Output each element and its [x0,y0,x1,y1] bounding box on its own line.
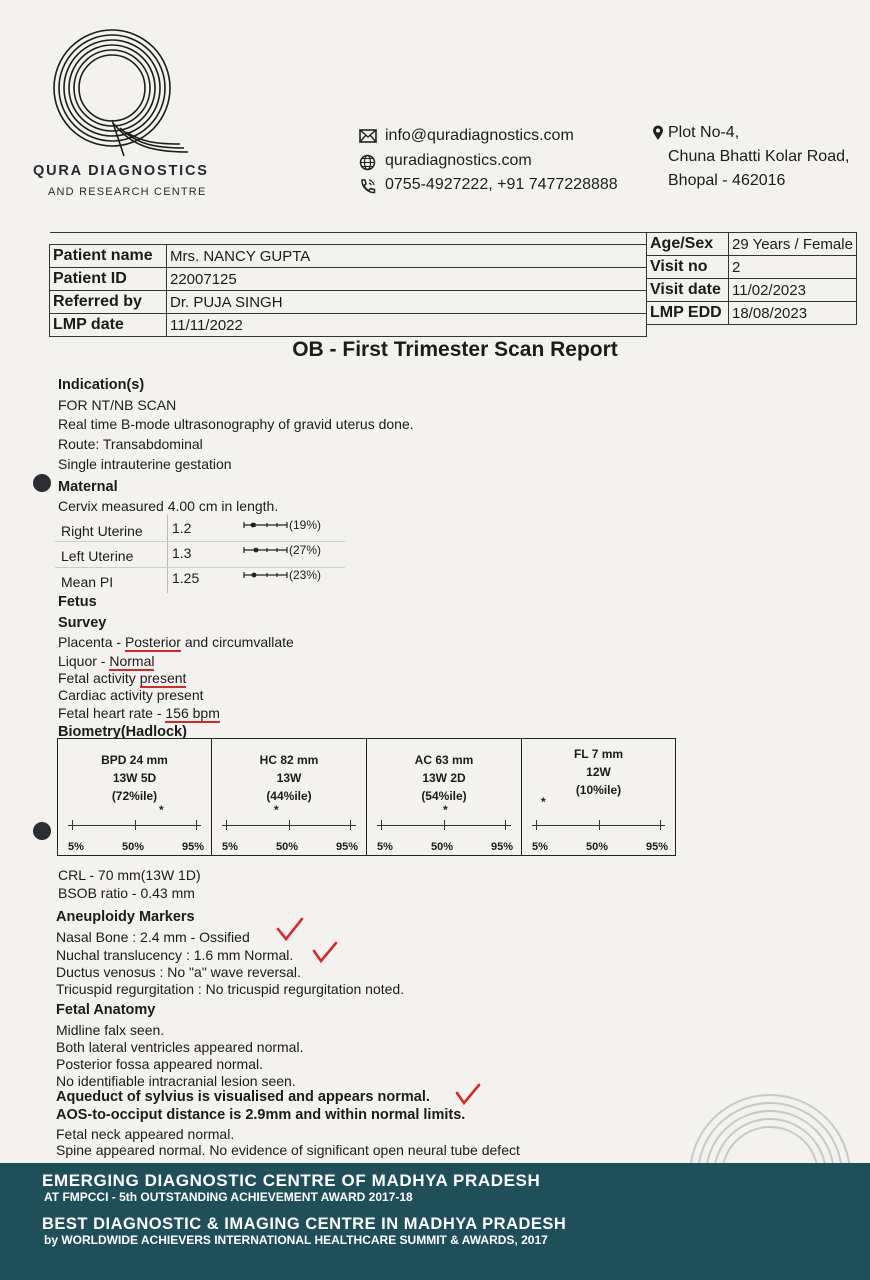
logo-mark-icon [52,28,192,158]
biometry-cell [522,739,675,855]
address-line-1: Plot No-4, [668,124,740,141]
liquor-highlight: Normal [109,653,155,669]
visit-no-value: 2 [729,256,857,279]
doppler-value: 1.3 [172,545,192,561]
email-contact[interactable] [385,127,574,145]
red-checkmark-icon [455,1083,481,1107]
phone-contact[interactable] [385,176,618,194]
biometry-table [57,738,676,856]
aneuploidy-line: Tricuspid regurgitation : No tricuspid regurgitation noted. [56,981,405,997]
location-pin-icon [652,125,664,141]
award-line-4: by WORLDWIDE ACHIEVERS INTERNATIONAL HEALTHCARE SUMMIT & AWARDS, 2017 [44,1233,548,1247]
anatomy-bold-line: AOS-to-occiput distance is 2.9mm and within normal limits. [56,1107,466,1123]
anatomy-bold-line: Aqueduct of sylvius is visualised and appears normal. [56,1089,430,1105]
email-icon [359,129,377,143]
red-checkmark-icon [276,917,304,943]
doppler-marker [251,523,256,528]
activity-highlight: present [139,670,187,686]
anatomy-line: Posterior fossa appeared normal. [56,1056,263,1072]
address-line-2: Chuna Bhatti Kolar Road, [668,148,850,165]
lmp-edd-value: 18/08/2023 [729,302,857,325]
crl-line: CRL - 70 mm(13W 1D) [58,867,201,883]
visit-no-label: Visit no [647,256,729,279]
biometry-percentile: (44%ile) [266,789,312,803]
website-text: quradiagnostics.com [385,152,532,169]
patient-name-value: Mrs. NANCY GUPTA [167,245,647,268]
placenta-line: Placenta - Posterior and circumvallate [58,634,294,650]
heart-rate-highlight: 156 bpm [165,705,220,721]
fetus-heading: Fetus [58,594,97,610]
punch-hole [33,474,51,492]
lmp-date-label: LMP date [50,314,167,337]
award-line-1: EMERGING DIAGNOSTIC CENTRE OF MADHYA PRADESH [42,1171,541,1190]
visit-date-value: 11/02/2023 [729,279,857,302]
percentile-marker: * [274,803,279,817]
percentile-marker: * [443,803,448,817]
anatomy-line: Both lateral ventricles appeared normal. [56,1039,304,1055]
doppler-pct: (27%) [289,543,322,557]
biometry-percentile: (72%ile) [111,789,158,803]
cardiac-activity-line: Cardiac activity present [58,687,204,703]
percentile-scale: * 5% 50% 95% [377,803,514,853]
address-line-3: Bhopal - 462016 [668,172,786,189]
heart-rate-line: Fetal heart rate - 156 bpm [58,705,220,721]
logo-name: QURA DIAGNOSTICS [33,163,209,179]
punch-hole [33,822,51,840]
patient-info-table-left [49,244,647,337]
anatomy-line: Spine appeared normal. No evidence of significant open neural tube defect [56,1142,520,1158]
percentile-marker: * [159,803,164,817]
patient-id-value: 22007125 [167,268,647,291]
biometry-age: 13W 5D [112,771,157,785]
aneuploidy-line: Nasal Bone : 2.4 mm - Ossified [56,929,250,945]
anatomy-line: Fetal neck appeared normal. [56,1126,235,1142]
indication-line: Single intrauterine gestation [58,456,232,472]
doppler-range-bar [243,546,288,554]
indication-line: Real time B-mode ultrasonography of gravid uterus done. [58,416,414,432]
phone-icon [359,178,376,195]
fetal-anatomy-heading: Fetal Anatomy [56,1002,156,1018]
referred-by-value: Dr. PUJA SINGH [167,291,647,314]
indication-line: FOR NT/NB SCAN [58,397,177,413]
doppler-pct: (19%) [289,518,322,532]
patient-name-label: Patient name [50,245,167,268]
referred-by-label: Referred by [50,291,167,314]
indication-heading: Indication(s) [58,377,145,393]
aneuploidy-line: Ductus venosus : No "a" wave reversal. [56,964,301,980]
percentile-scale: * 5% 50% 95% [532,795,669,853]
phone-text: 0755-4927222, +91 7477228888 [385,176,618,193]
biometry-measure: AC 63 mm [414,753,474,767]
award-line-2: AT FMPCCI - 5th OUTSTANDING ACHIEVEMENT AWARD 2017-18 [44,1190,413,1204]
biometry-age: 13W [276,771,302,785]
doppler-value: 1.25 [172,570,200,586]
biometry-cell [367,739,522,855]
biometry-age: 12W [586,765,611,779]
placenta-highlight: Posterior [124,634,181,650]
doppler-value: 1.2 [172,520,192,536]
lmp-date-value: 11/11/2022 [167,314,647,337]
biometry-measure: BPD 24 mm [101,753,168,767]
age-sex-value: 29 Years / Female [729,233,857,256]
biometry-percentile: (54%ile) [421,789,467,803]
doppler-name: Left Uterine [61,548,134,564]
biometry-measure: FL 7 mm [573,747,624,761]
doppler-name: Mean PI [61,574,114,590]
doppler-pct: (23%) [289,568,322,582]
fetal-activity-line: Fetal activity present [58,670,187,686]
email-text: info@quradiagnostics.com [385,127,574,144]
anatomy-line: Midline falx seen. [56,1022,165,1038]
aneuploidy-heading: Aneuploidy Markers [56,909,195,925]
report-title: OB - First Trimester Scan Report [292,338,618,361]
biometry-percentile: (10%ile) [575,783,622,797]
percentile-scale: * 5% 50% 95% [222,803,359,853]
doppler-marker [254,548,259,553]
maternal-heading: Maternal [58,479,118,495]
website-contact[interactable] [385,152,532,170]
bsob-line: BSOB ratio - 0.43 mm [58,885,195,901]
percentile-marker: * [541,795,546,809]
visit-date-label: Visit date [647,279,729,302]
biometry-cell [58,739,212,855]
red-checkmark-icon [312,941,338,965]
indication-line: Route: Transabdominal [58,436,203,452]
biometry-age: 13W 2D [422,771,466,785]
doppler-range-bar [243,571,288,579]
percentile-scale: * 5% 50% 95% [68,803,205,853]
liquor-line: Liquor - Normal [58,653,155,669]
patient-id-label: Patient ID [50,268,167,291]
doppler-range-bar [243,521,288,529]
doppler-name: Right Uterine [61,523,143,539]
biometry-measure: HC 82 mm [259,753,319,767]
cervix-line: Cervix measured 4.00 cm in length. [58,498,279,514]
award-line-3: BEST DIAGNOSTIC & IMAGING CENTRE IN MADHYA PRADESH [42,1215,567,1233]
logo-subtitle: AND RESEARCH CENTRE [48,186,207,198]
anatomy-line: No identifiable intracranial lesion seen. [56,1073,296,1089]
lmp-edd-label: LMP EDD [647,302,729,325]
biometry-heading: Biometry(Hadlock) [58,724,187,740]
globe-icon [359,154,376,171]
survey-heading: Survey [58,615,107,631]
biometry-cell [212,739,367,855]
age-sex-label: Age/Sex [647,233,729,256]
aneuploidy-line: Nuchal translucency : 1.6 mm Normal. [56,947,294,963]
patient-info-table-right [646,232,857,325]
doppler-marker [252,573,257,578]
